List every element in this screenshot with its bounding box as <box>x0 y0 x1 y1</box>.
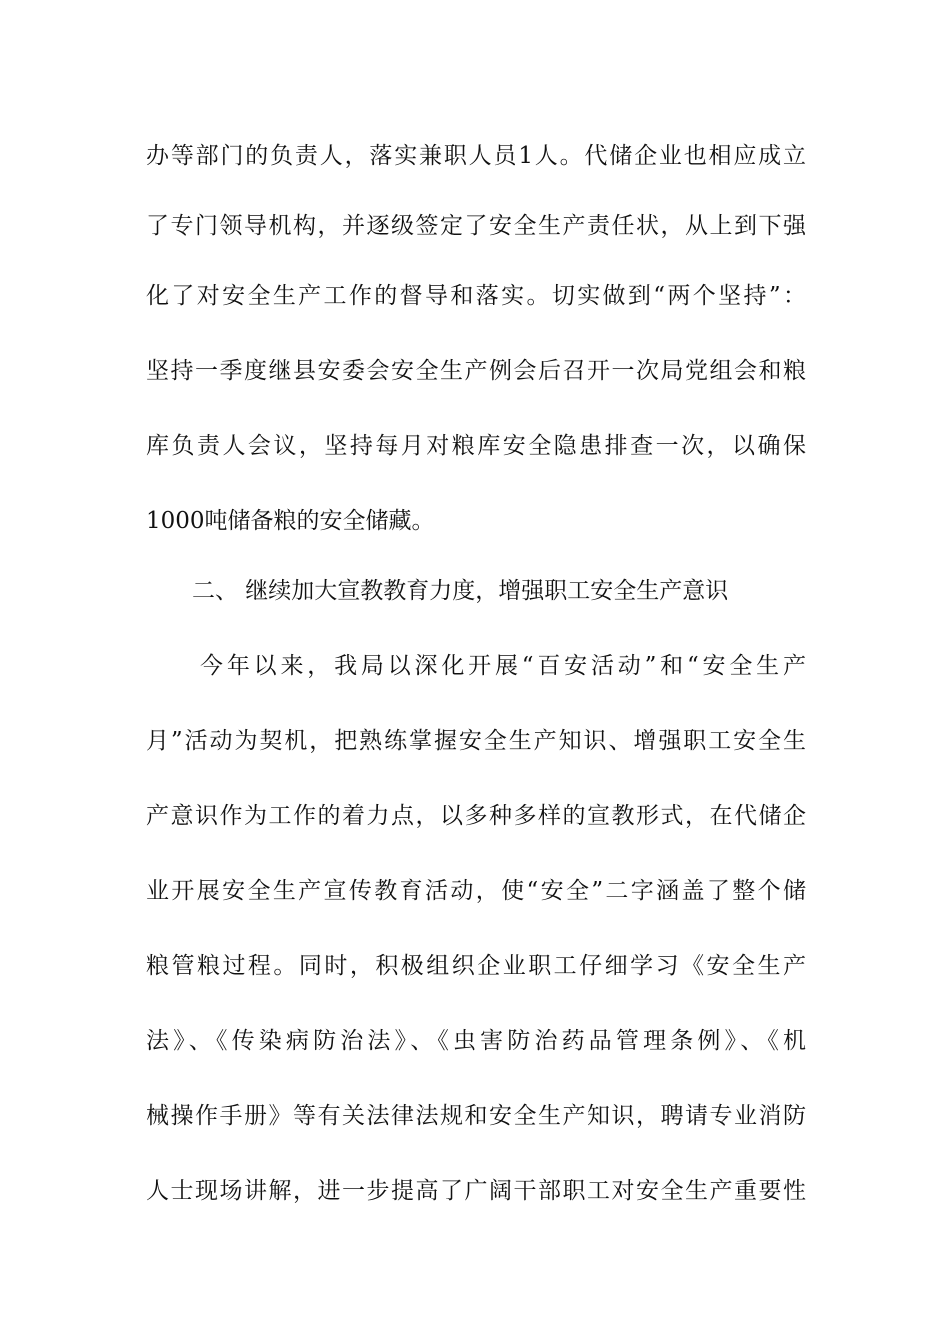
paragraph-2-line-5: 粮管粮过程。同时，积极组织企业职工仔细学习《安全生产 <box>146 953 806 979</box>
paragraph-2-line-3: 产意识作为工作的着力点，以多种多样的宣教形式，在代储企 <box>146 803 806 829</box>
paragraph-1-line-5: 库负责人会议，坚持每月对粮库安全隐患排查一次，以确保 <box>146 433 806 459</box>
section-heading: 二、 继续加大宣教教育力度，增强职工安全生产意识 <box>192 578 729 604</box>
paragraph-1-line-2: 了专门领导机构，并逐级签定了安全生产责任状，从上到下强 <box>146 213 806 239</box>
paragraph-1-line-1: 办等部门的负责人，落实兼职人员1人。代储企业也相应成立 <box>146 143 806 169</box>
paragraph-2-line-7: 械操作手册》等有关法律法规和安全生产知识，聘请专业消防 <box>146 1103 806 1129</box>
paragraph-1-line-3: 化了对安全生产工作的督导和落实。切实做到“两个坚持”： <box>146 283 806 309</box>
paragraph-2-line-2: 月”活动为契机，把熟练掌握安全生产知识、增强职工安全生 <box>146 728 806 754</box>
paragraph-1-line-6: 1000吨储备粮的安全储藏。 <box>146 508 435 534</box>
paragraph-2-line-4: 业开展安全生产宣传教育活动，使“安全”二字涵盖了整个储 <box>146 878 806 904</box>
paragraph-2-line-6: 法》、《传染病防治法》、《虫害防治药品管理条例》、《机 <box>146 1028 806 1054</box>
paragraph-2-line-1: 今年以来，我局以深化开展“百安活动”和“安全生产 <box>200 653 806 679</box>
paragraph-1-line-4: 坚持一季度继县安委会安全生产例会后召开一次局党组会和粮 <box>146 358 806 384</box>
paragraph-2-line-8: 人士现场讲解，进一步提高了广阔干部职工对安全生产重要性 <box>146 1178 806 1204</box>
